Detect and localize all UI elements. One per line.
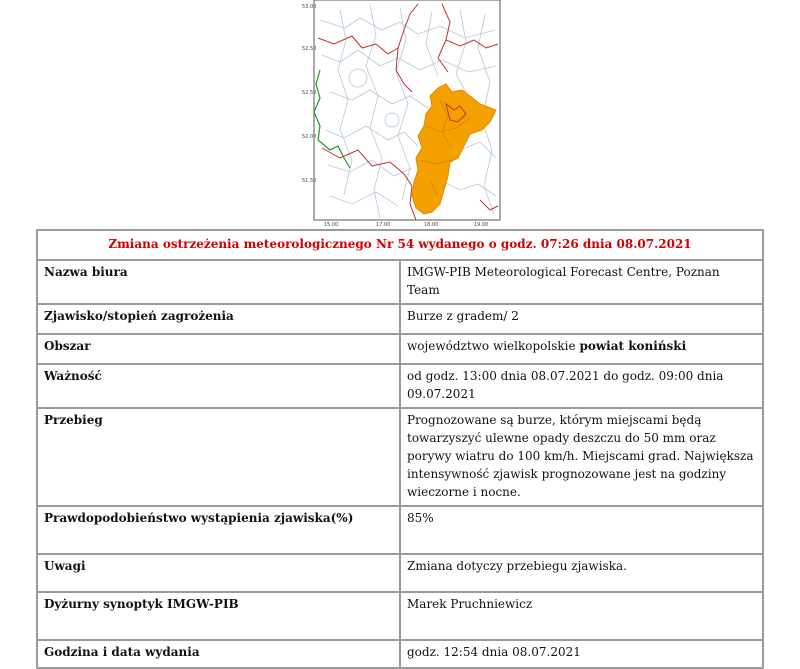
y-label-1: 52.50: [302, 46, 317, 52]
issued-row: [37, 640, 763, 668]
duty-value: Marek Pruchniewicz: [400, 592, 763, 640]
office-value: IMGW-PIB Meteorological Forecast Centre, Poznan Team: [400, 260, 763, 304]
course-value: Prognozowane są burze, którym miejscami będą towarzyszyć ulewne opady deszczu do 50 mm oraz porywy wiatru do 100 km/h. Miejscami grad. Największa intensywność zjawisk prognozowane jest na godziny wieczorne i nocne.: [400, 408, 763, 506]
course-label: Przebieg: [37, 408, 400, 506]
title-row: [37, 230, 763, 260]
x-label-0: 15.00: [324, 222, 339, 228]
warning-map-graphic: [300, 0, 510, 228]
validity-label: Ważność: [37, 364, 400, 408]
y-label-2: 52.50: [302, 90, 317, 96]
office-row: [37, 260, 763, 304]
remarks-value: Zmiana dotyczy przebiegu zjawiska.: [400, 554, 763, 592]
course-row: [37, 408, 763, 506]
phenomenon-row: [37, 304, 763, 334]
x-label-1: 17.00: [376, 222, 391, 228]
area-value: [400, 334, 763, 364]
probability-value: 85%: [400, 506, 763, 554]
area-label: Obszar: [37, 334, 400, 364]
y-label-4: 51.50: [302, 178, 317, 184]
area-province: województwo wielkopolskie: [407, 339, 580, 353]
warning-table: [36, 229, 764, 669]
validity-value: od godz. 13:00 dnia 08.07.2021 do godz. 09:00 dnia 09.07.2021: [400, 364, 763, 408]
area-row: [37, 334, 763, 364]
duty-label: Dyżurny synoptyk IMGW-PIB: [37, 592, 400, 640]
y-label-0: 53.00: [302, 4, 317, 10]
probability-label: Prawdopodobieństwo wystąpienia zjawiska(%): [37, 506, 400, 554]
x-label-2: 18.00: [424, 222, 439, 228]
area-county: powiat koniński: [579, 339, 687, 353]
warning-title: Zmiana ostrzeżenia meteorologicznego Nr 54 wydanego o godz. 07:26 dnia 08.07.2021: [37, 230, 763, 260]
duty-row: [37, 592, 763, 640]
validity-row: [37, 364, 763, 408]
issued-value: godz. 12:54 dnia 08.07.2021: [400, 640, 763, 668]
y-label-3: 52.00: [302, 134, 317, 140]
x-label-3: 19.00: [474, 222, 489, 228]
warning-map: [300, 0, 510, 228]
issued-label: Godzina i data wydania: [37, 640, 400, 668]
remarks-label: Uwagi: [37, 554, 400, 592]
probability-row: [37, 506, 763, 554]
remarks-row: [37, 554, 763, 592]
office-label: Nazwa biura: [37, 260, 400, 304]
phenomenon-value: Burze z gradem/ 2: [400, 304, 763, 334]
phenomenon-label: Zjawisko/stopień zagrożenia: [37, 304, 400, 334]
